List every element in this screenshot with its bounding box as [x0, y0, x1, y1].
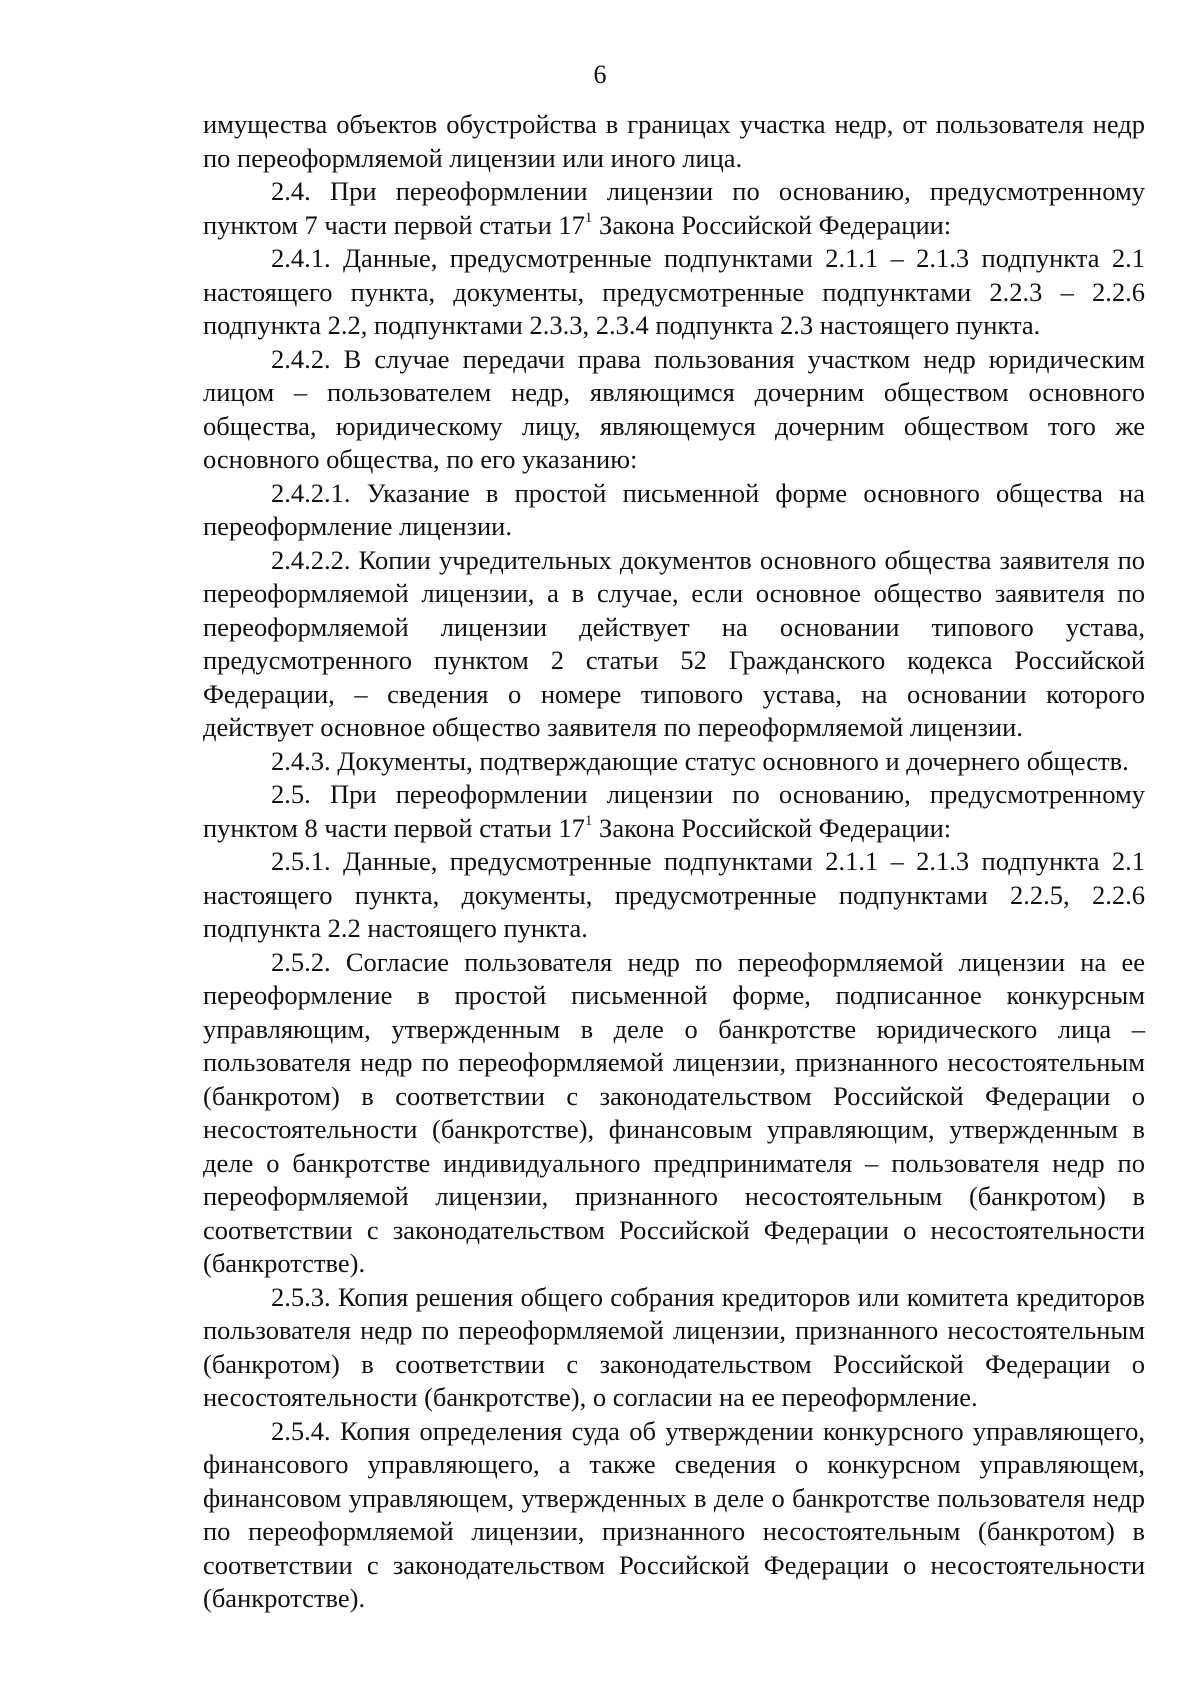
paragraph-2-4-2: 2.4.2. В случае передачи права пользования участком недр юридическим лицом – пользователем недр, являющимся дочерним обществом основного общества, юридическому лицу, являющемуся дочерним обществом того же основного общества, по его указанию: — [203, 343, 1145, 474]
paragraph-2-5-1: 2.5.1. Данные, предусмотренные подпунктами 2.1.1 – 2.1.3 подпункта 2.1 настоящего пункта, документы, предусмотренные подпунктами 2.2.5, 2.2.6 подпункта 2.2 настоящего пункта. — [203, 846, 1145, 943]
paragraph-2-5-3: 2.5.3. Копия решения общего собрания кредиторов или комитета кредиторов пользователя недр по переоформляемой лицензии, признанного несостоятельным (банкротом) в соответствии с законодательством Российской Федерации о несостоятельности (банкротстве), о согласии на ее переоформление. — [203, 1281, 1145, 1412]
paragraph-text: 2.5. При переоформлении лицензии по основанию, предусмотренному пунктом 8 части первой статьи 17 — [203, 779, 1145, 843]
paragraph-2-4-2-2: 2.4.2.2. Копии учредительных документов основного общества заявителя по переоформляемой лицензии, а в случае, если основное общество заявителя по переоформляемой лицензии действует на основании типового устава, предусмотренного пунктом 2 статьи 52 Гражданского кодекса Российской Федерации, – сведения о номере типового устава, на основании которого действует основное общество заявителя по переоформляемой лицензии. — [203, 544, 1145, 742]
paragraph-2-4 — [203, 175, 1145, 242]
page-number: 6 — [593, 60, 607, 89]
paragraph-2-4-1: 2.4.1. Данные, предусмотренные подпунктами 2.1.1 – 2.1.3 подпункта 2.1 настоящего пункта, документы, предусмотренные подпунктами 2.2.3 – 2.2.6 подпункта 2.2, подпунктами 2.3.3, 2.3.4 подпункта 2.3 настоящего пункта. — [203, 243, 1145, 340]
paragraph-text: 2.4. При переоформлении лицензии по основанию, предусмотренному пунктом 7 части первой статьи 17 — [203, 176, 1145, 240]
paragraph-2-5-4: 2.5.4. Копия определения суда об утверждении конкурсного управляющего, финансового управляющего, а также сведения о конкурсном управляющем, финансовом управляющем, утвержденных в деле о банкротстве пользователя недр по переоформляемой лицензии, признанного несостоятельным (банкротом) в соответствии с законодательством Российской Федерации о несостоятельности (банкротстве). — [203, 1415, 1145, 1613]
paragraph-2-4-2-1: 2.4.2.1. Указание в простой письменной форме основного общества на переоформление лицензии. — [203, 477, 1145, 541]
superscript-mark: 1 — [584, 812, 593, 829]
paragraph-2-5-2: 2.5.2. Согласие пользователя недр по переоформляемой лицензии на ее переоформление в простой письменной форме, подписанное конкурсным управляющим, утвержденным в деле о банкротстве юридического лица – пользователя недр по переоформляемой лицензии, признанного несостоятельным (банкротом) в соответствии с законодательством Российской Федерации о несостоятельности (банкротстве), финансовым управляющим, утвержденным в деле о банкротстве индивидуального предпринимателя – пользователя недр по переоформляемой лицензии, признанного несостоятельным (банкротом) в соответствии с законодательством Российской Федерации о несостоятельности (банкротстве). — [203, 946, 1145, 1278]
paragraph-continuation: имущества объектов обустройства в границах участка недр, от пользователя недр по переоформляемой лицензии или иного лица. — [203, 109, 1145, 173]
paragraph-text: Закона Российской Федерации: — [592, 209, 952, 240]
paragraph-text: Закона Российской Федерации: — [592, 812, 952, 843]
superscript-mark: 1 — [584, 209, 593, 226]
paragraph-2-4-3: 2.4.3. Документы, подтверждающие статус основного и дочернего обществ. — [271, 745, 1129, 776]
paragraph-2-5 — [203, 778, 1145, 845]
document-body — [203, 108, 1145, 1616]
